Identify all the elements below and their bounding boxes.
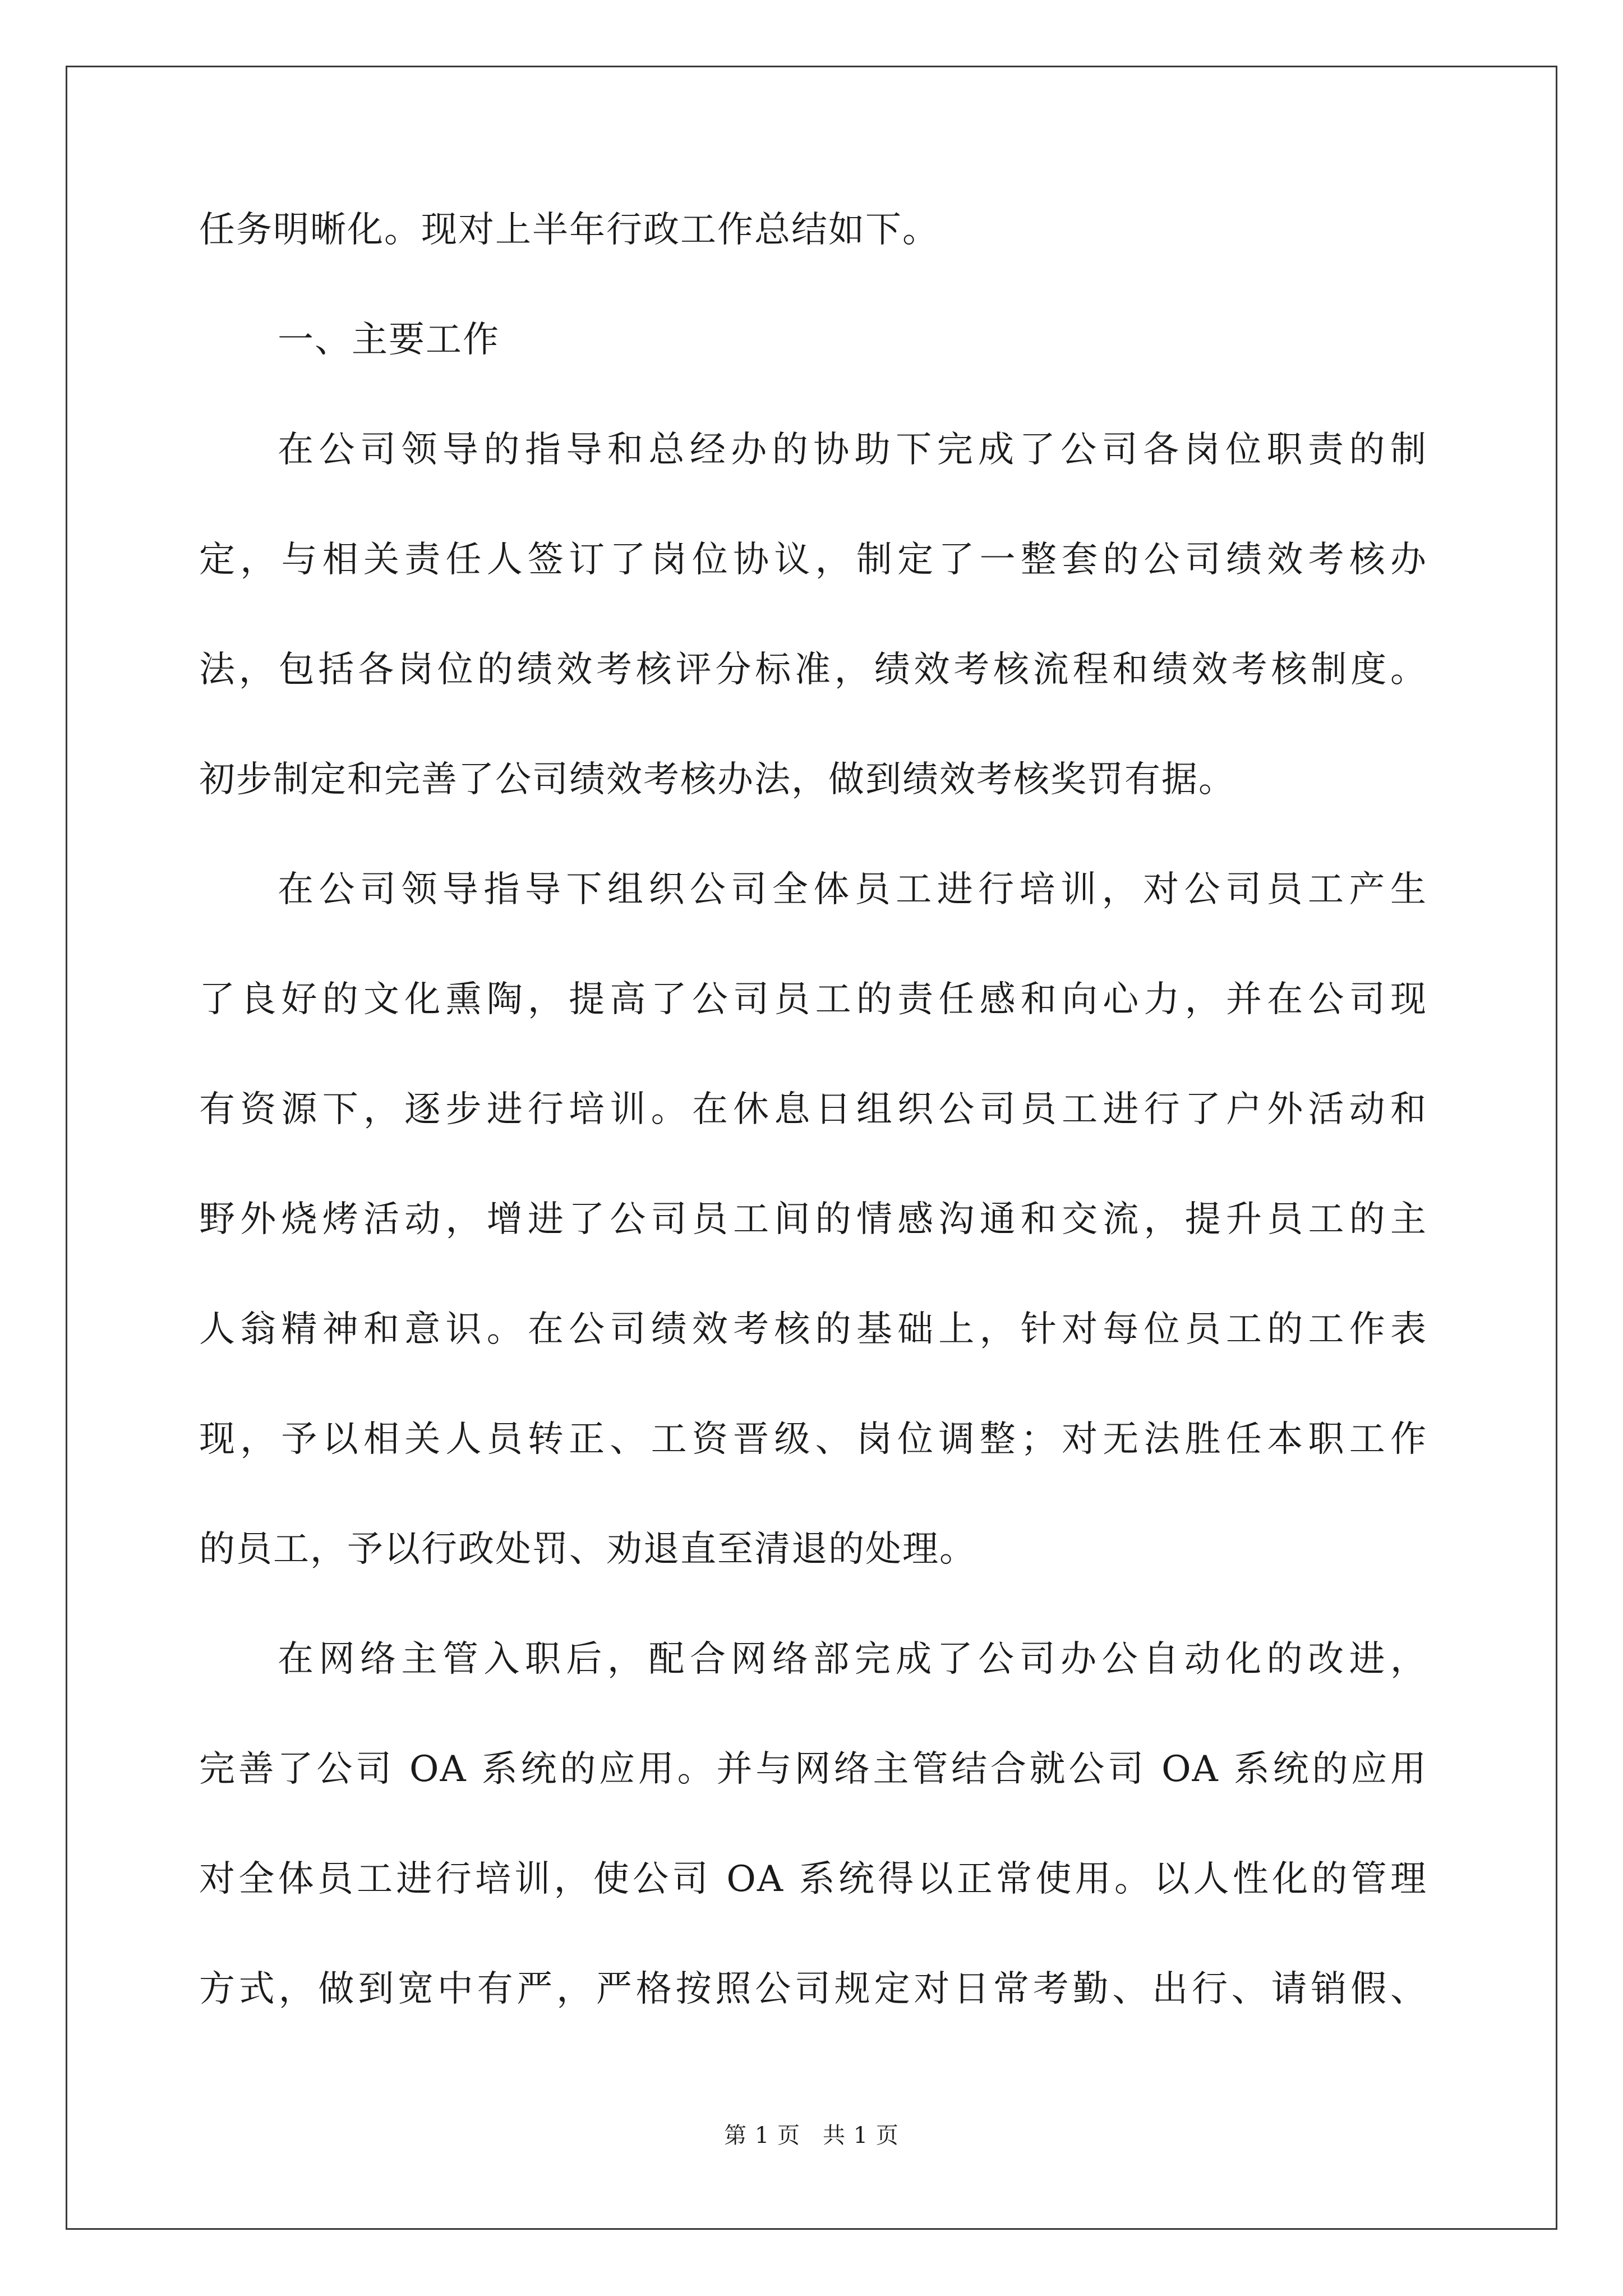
- text-line: 了良好的文化熏陶，提高了公司员工的责任感和向心力，并在公司现: [199, 979, 1427, 1020]
- text-line: 方式，做到宽中有严，严格按照公司规定对日常考勤、出行、请销假、: [199, 1968, 1427, 2010]
- text-line: 人翁精神和意识。在公司绩效考核的基础上，针对每位员工的工作表: [199, 1309, 1427, 1350]
- page-total: 共 1 页: [823, 2123, 899, 2148]
- text-line: 现，予以相关人员转正、工资晋级、岗位调整；对无法胜任本职工作: [199, 1419, 1427, 1460]
- text-line: 在公司领导的指导和总经办的协助下完成了公司各岗位职责的制: [278, 429, 1427, 471]
- document-body: [199, 202, 1427, 2071]
- page-number: 第 1 页: [724, 2123, 800, 2148]
- text-line: 在网络主管入职后，配合网络部完成了公司办公自动化的改进，: [278, 1639, 1427, 1680]
- text-line: 的员工，予以行政处罚、劝退直至清退的处理。: [199, 1529, 976, 1570]
- text-line: 野外烧烤活动，增进了公司员工间的情感沟通和交流，提升员工的主: [199, 1199, 1427, 1240]
- text-line: 定，与相关责任人签订了岗位协议，制定了一整套的公司绩效考核办: [199, 539, 1427, 581]
- text-line: 法，包括各岗位的绩效考核评分标准，绩效考核流程和绩效考核制度。: [199, 649, 1427, 691]
- text-line: 完善了公司 OA 系统的应用。并与网络主管结合就公司 OA 系统的应用: [199, 1749, 1427, 1790]
- text-line: 在公司领导指导下组织公司全体员工进行培训，对公司员工产生: [278, 869, 1427, 910]
- text-line: 有资源下，逐步进行培训。在休息日组织公司员工进行了户外活动和: [199, 1089, 1427, 1130]
- page-footer: [0, 2118, 1623, 2150]
- section-heading: 一、主要工作: [278, 319, 500, 361]
- text-line: 对全体员工进行培训，使公司 OA 系统得以正常使用。以人性化的管理: [199, 1858, 1427, 1900]
- text-line: 任务明晰化。现对上半年行政工作总结如下。: [199, 209, 939, 251]
- text-line: 初步制定和完善了公司绩效考核办法，做到绩效考核奖罚有据。: [199, 759, 1235, 800]
